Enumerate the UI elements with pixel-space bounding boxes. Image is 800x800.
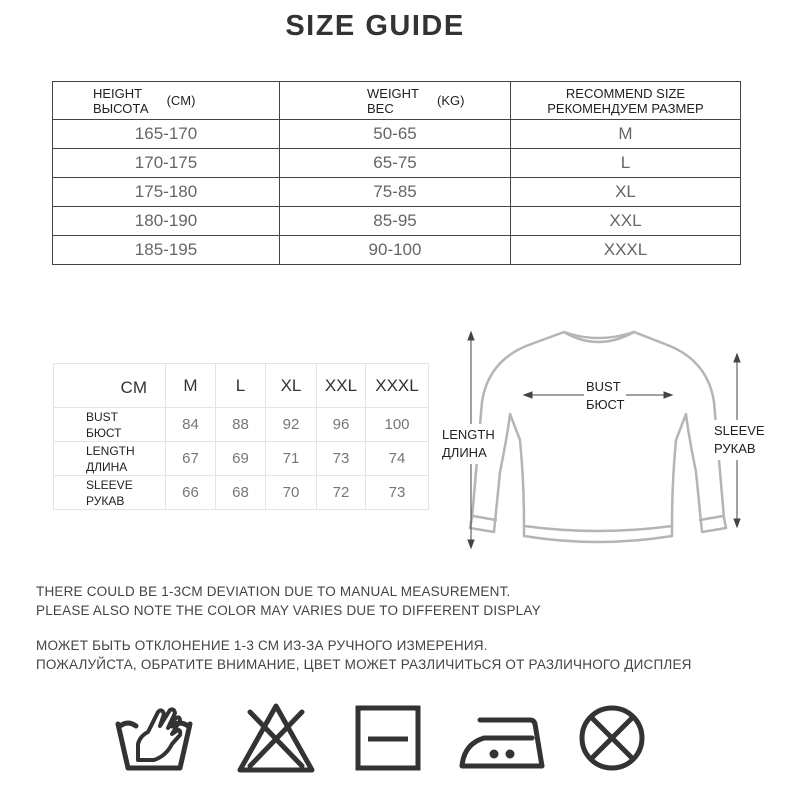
header-height-unit: (CM) [166,93,196,108]
weight-cell: 50-65 [280,120,511,149]
value-cell: 88 [216,408,266,442]
value-cell: 100 [366,408,429,442]
value-cell: 67 [166,442,216,476]
page-title: SIZE GUIDE [285,10,465,42]
bust-label [584,378,626,414]
size-header: XXXL [366,364,429,408]
row-label-length [54,442,166,476]
value-cell: 73 [366,476,429,510]
bust-label-en: BUST [586,379,621,394]
note-deviation-en: THERE COULD BE 1-3CM DEVIATION DUE TO MANUAL MEASUREMENT. [36,584,511,599]
size-header: L [216,364,266,408]
size-header: XL [266,364,317,408]
table-row [53,149,741,178]
measurement-header-row [54,364,429,408]
size-cell: XL [511,178,741,207]
table-row [53,178,741,207]
bust-ru: БЮСТ [86,425,122,440]
value-cell: 69 [216,442,266,476]
row-label-sleeve [54,476,166,510]
weight-cell: 65-75 [280,149,511,178]
value-cell: 96 [317,408,366,442]
size-header: XXL [317,364,366,408]
table-row [53,120,741,149]
header-weight-unit: (KG) [437,93,465,108]
sleeve-label-en: SLEEVE [714,423,765,438]
value-cell: 92 [266,408,317,442]
value-cell: 71 [266,442,317,476]
sleeve-en: SLEEVE [86,477,133,492]
bust-en: BUST [86,409,119,424]
value-cell: 73 [317,442,366,476]
measurement-table [53,363,429,510]
table-header-row [53,82,741,120]
value-cell: 70 [266,476,317,510]
length-ru: ДЛИНА [86,459,128,474]
size-recommendation-table [52,81,741,265]
header-recommend-en: RECOMMEND SIZE [565,85,686,101]
sweater-measurement-diagram [438,322,765,562]
length-label-en: LENGTH [442,427,495,442]
header-height-ru: ВЫСОТА [93,100,149,116]
size-cell: XXL [511,207,741,236]
length-en: LENGTH [86,443,135,458]
value-cell: 72 [317,476,366,510]
hand-wash-icon [114,702,186,774]
length-label-ru: ДЛИНА [442,445,487,460]
value-cell: 68 [216,476,266,510]
notes-english [36,582,541,620]
table-row [54,408,429,442]
row-label-bust [54,408,166,442]
header-weight-en: WEIGHT [367,85,419,101]
sleeve-ru: РУКАВ [86,493,125,508]
value-cell: 84 [166,408,216,442]
dry-flat-icon [354,702,426,774]
header-recommend-size [511,82,741,120]
table-row [54,442,429,476]
length-label [442,424,495,464]
sleeve-label-ru: РУКАВ [714,441,756,456]
header-weight-ru: ВЕС [367,100,394,116]
table-row [53,207,741,236]
weight-cell: 85-95 [280,207,511,236]
unit-label: CM [54,364,166,408]
notes-russian [36,636,692,674]
height-cell: 175-180 [53,178,280,207]
height-cell: 185-195 [53,236,280,265]
header-height-en: HEIGHT [93,85,143,101]
table-row [53,236,741,265]
header-recommend-ru: РЕКОМЕНДУЕМ РАЗМЕР [547,100,704,116]
height-cell: 180-190 [53,207,280,236]
size-header: M [166,364,216,408]
do-not-bleach-icon [236,702,308,774]
height-cell: 170-175 [53,149,280,178]
note-color-ru: ПОЖАЛУЙСТА, ОБРАТИТЕ ВНИМАНИЕ, ЦВЕТ МОЖЕТ РАЗЛИЧИТЬСЯ ОТ РАЗЛИЧНОГО ДИСПЛЕЯ [36,657,692,672]
value-cell: 74 [366,442,429,476]
iron-medium-icon [458,702,530,774]
weight-cell: 75-85 [280,178,511,207]
header-weight [280,82,511,120]
note-deviation-ru: МОЖЕТ БЫТЬ ОТКЛОНЕНИЕ 1-3 СМ ИЗ-ЗА РУЧНОГО ИЗМЕРЕНИЯ. [36,638,488,653]
header-height [53,82,280,120]
height-cell: 165-170 [53,120,280,149]
bust-label-ru: БЮСТ [586,397,625,412]
sleeve-label [714,420,765,460]
weight-cell: 90-100 [280,236,511,265]
note-color-en: PLEASE ALSO NOTE THE COLOR MAY VARIES DUE TO DIFFERENT DISPLAY [36,603,541,618]
table-row [54,476,429,510]
size-cell: XXXL [511,236,741,265]
size-cell: L [511,149,741,178]
size-cell: M [511,120,741,149]
do-not-dry-clean-icon [578,702,650,774]
value-cell: 66 [166,476,216,510]
